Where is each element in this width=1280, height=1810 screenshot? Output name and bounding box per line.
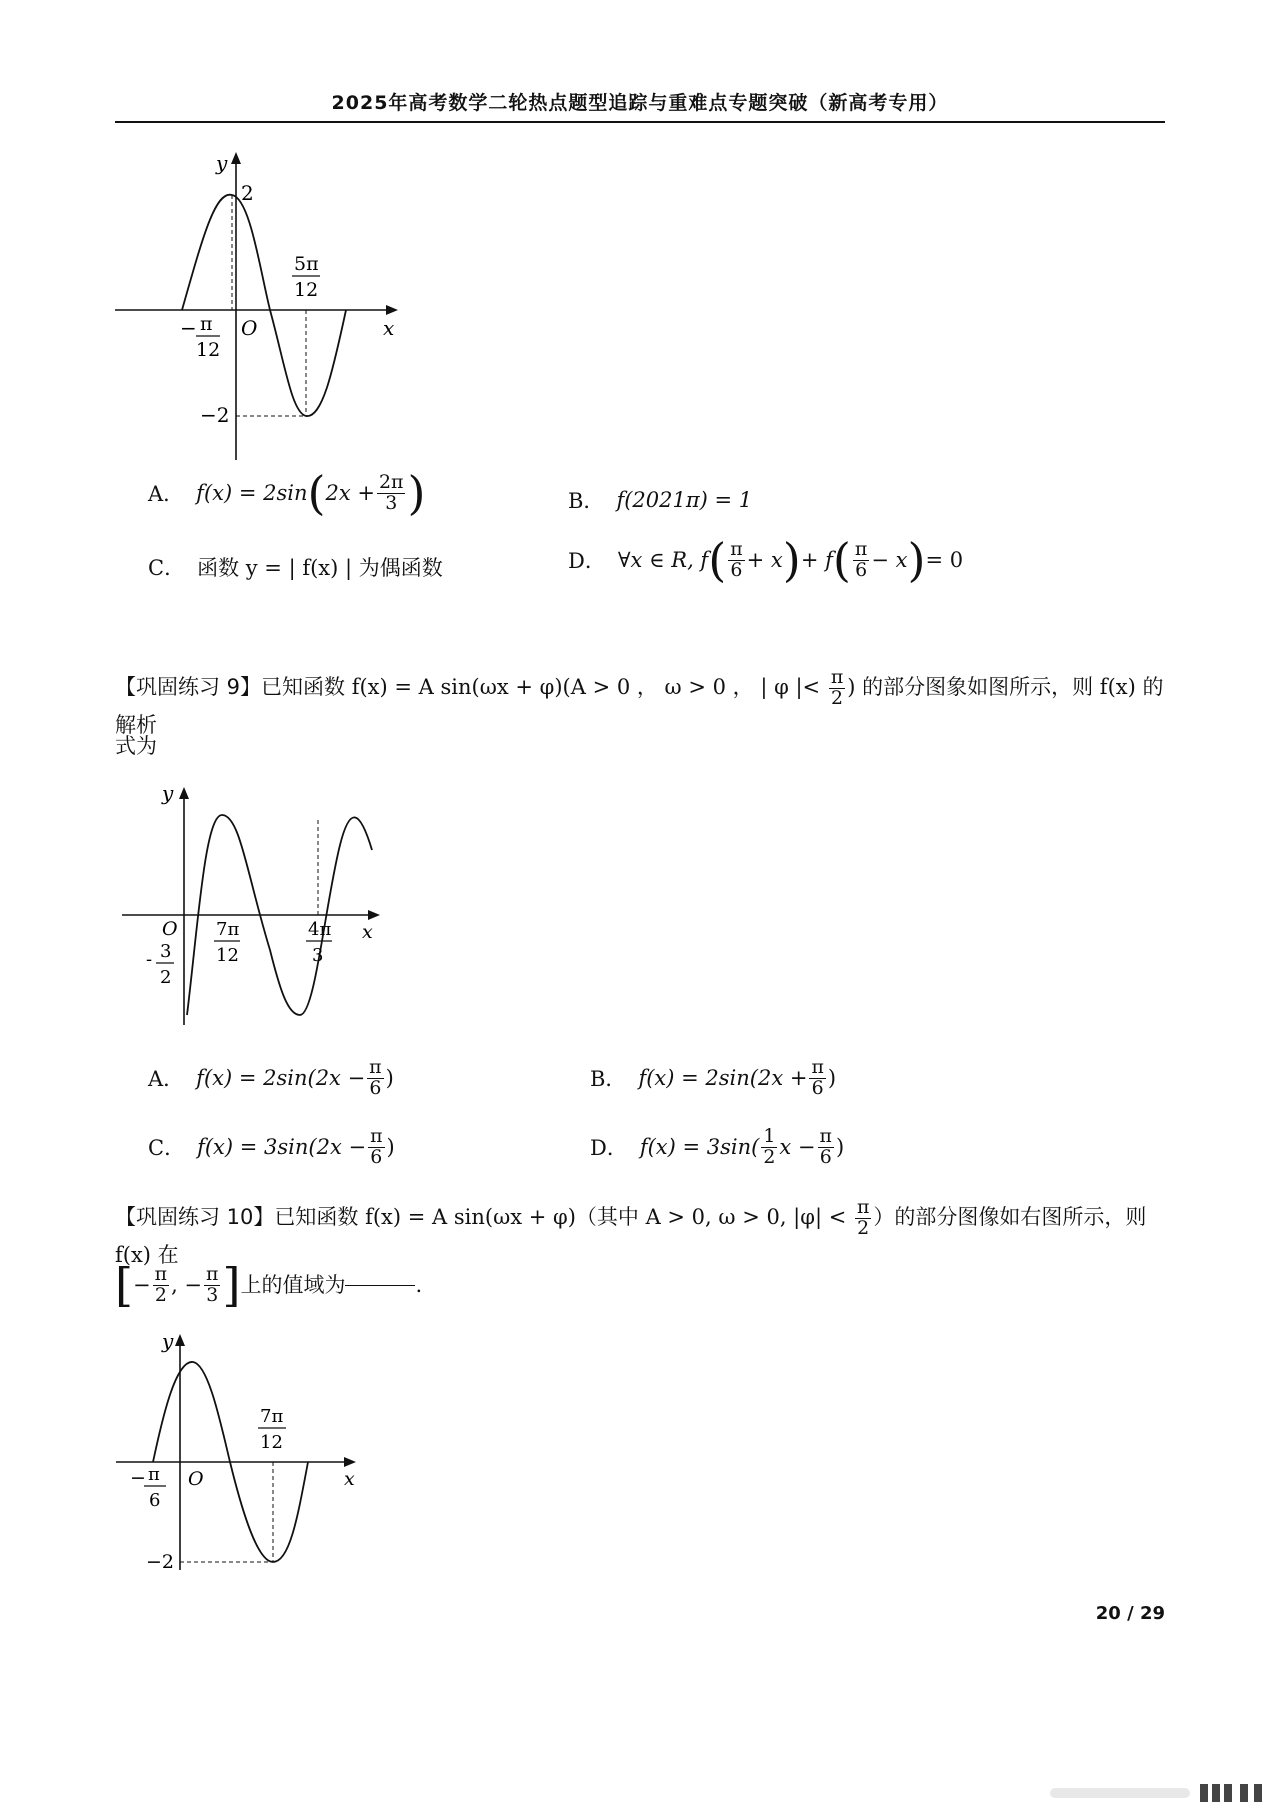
t1-num: 7π bbox=[216, 919, 240, 940]
y-min-label: −2 bbox=[200, 403, 230, 427]
q9-option-c[interactable]: C． f(x) = 3sin(2x − $\frac{\pi}{6}$ ) bbox=[148, 1125, 395, 1168]
y-axis-arrow bbox=[175, 1334, 185, 1346]
x-axis-arrow bbox=[344, 1457, 356, 1467]
figure-3-graph bbox=[108, 1320, 388, 1580]
origin-label: O bbox=[241, 316, 258, 340]
y0-num: 3 bbox=[160, 941, 172, 962]
left-root-num: π bbox=[148, 1464, 160, 1485]
t2-num: 4π bbox=[308, 919, 332, 940]
page-number: 20 / 29 bbox=[1095, 1603, 1165, 1624]
q10-stem-cont: [ − $\frac{\pi}{2}$ , − $\frac{\pi}{3}$ ] 上的值域为 . bbox=[115, 1258, 423, 1312]
y0-den: 2 bbox=[160, 967, 172, 988]
t2-den: 3 bbox=[312, 945, 324, 966]
y0-sign: - bbox=[146, 949, 153, 970]
origin-label: O bbox=[162, 918, 178, 940]
t1-den: 12 bbox=[216, 945, 239, 966]
x-axis-arrow bbox=[386, 305, 398, 315]
q9-option-d[interactable]: D． f(x) = 3sin( $\frac{1}{2}$ x − $\frac{\pi}{6}$ ) bbox=[590, 1125, 845, 1168]
left-root-sign: − bbox=[130, 1467, 146, 1489]
figure-2-graph bbox=[110, 775, 410, 1035]
origin-label: O bbox=[188, 1468, 204, 1490]
min-x-num: 7π bbox=[260, 1406, 284, 1427]
q8-option-b[interactable]: B． f(2021π) = 1 bbox=[568, 488, 753, 513]
y-label: y bbox=[216, 151, 228, 175]
left-root-den: 12 bbox=[196, 339, 221, 361]
x-label: x bbox=[344, 1468, 355, 1490]
answer-blank[interactable] bbox=[345, 1285, 415, 1286]
x-label: x bbox=[383, 316, 395, 340]
min-x-den: 12 bbox=[260, 1432, 283, 1453]
left-root-den: 6 bbox=[149, 1490, 161, 1511]
watermark-glyphs bbox=[1050, 1782, 1270, 1804]
left-root-num: π bbox=[200, 313, 213, 335]
q8-option-c[interactable]: C． 函数 y = | f(x) | 为偶函数 bbox=[148, 556, 443, 580]
q8-option-a[interactable]: A． f(x) = 2sin ( 2x + $\frac{2\pi}{3}$ ) bbox=[148, 466, 426, 520]
figure-1-graph bbox=[110, 150, 430, 470]
q9-stem: 【巩固练习 9】已知函数 f(x) = A sin(ωx + φ)(A > 0 ， ω > 0 ， | φ |< $\frac{\pi}{2}$ ) 的部分图象如图所示，则 f(x) 的解析 bbox=[115, 666, 1164, 737]
q8-option-d[interactable]: D． ∀x ∈ R, f ( $\frac{\pi}{6}$ + x ) + f ( $\frac{\pi}{6}$ − x ) = 0 bbox=[568, 533, 964, 587]
q9-stem-cont: 式为 bbox=[115, 734, 157, 758]
header-divider bbox=[115, 121, 1165, 123]
y-label: y bbox=[162, 781, 174, 805]
q9-option-b[interactable]: B． f(x) = 2sin(2x + $\frac{\pi}{6}$ ) bbox=[590, 1056, 837, 1099]
x-axis-arrow bbox=[368, 910, 380, 920]
q9-tag: 【巩固练习 9】 bbox=[115, 674, 262, 699]
q9-option-a[interactable]: A． f(x) = 2sin(2x − $\frac{\pi}{6}$ ) bbox=[148, 1056, 394, 1099]
y-min-label: −2 bbox=[146, 1551, 175, 1573]
y-axis-arrow bbox=[179, 787, 189, 799]
y-label: y bbox=[162, 1329, 174, 1353]
min-x-den: 12 bbox=[294, 279, 319, 301]
page-header: 2025年高考数学二轮热点题型追踪与重难点专题突破（新高考专用） bbox=[331, 92, 949, 114]
q10-stem: 【巩固练习 10】已知函数 f(x) = A sin(ωx + φ)（其中 A > 0, ω > 0, |φ| < $\frac{\pi}{2}$ ）的部分图像如右图所示，则 f(x) 在 bbox=[115, 1196, 1147, 1267]
q10-tag: 【巩固练习 10】 bbox=[115, 1204, 275, 1229]
sine-curve bbox=[182, 195, 346, 416]
x-label: x bbox=[362, 921, 373, 943]
min-x-num: 5π bbox=[294, 253, 319, 275]
y-axis-arrow bbox=[231, 152, 241, 164]
y-max-label: 2 bbox=[241, 181, 254, 205]
left-root-sign: − bbox=[180, 316, 197, 340]
